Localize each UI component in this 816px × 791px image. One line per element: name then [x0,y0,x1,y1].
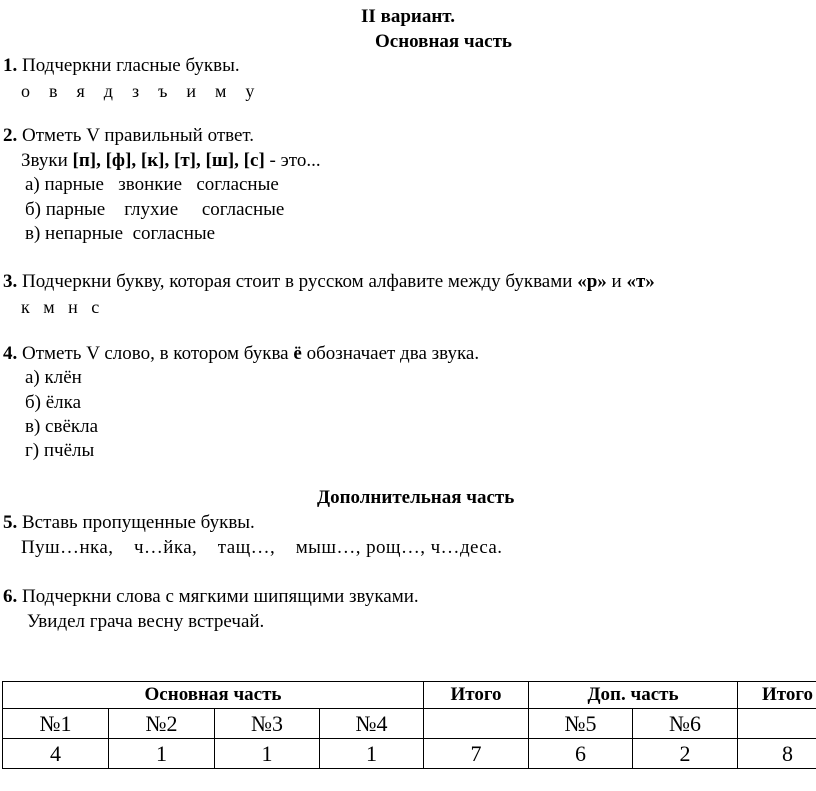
task-1-number: 1. [3,55,18,76]
task-3-letters[interactable]: к м н с [21,297,100,317]
task-2-number: 2. [3,125,18,146]
letter[interactable]: з [131,81,140,101]
task-2-option-b[interactable]: б) парные глухие согласные [25,199,285,220]
letter[interactable]: и [186,81,197,101]
letter[interactable]: д [103,81,113,101]
task-2-text: Отметь V правильный ответ. [17,125,255,146]
extra-part-title: Дополнительная часть [317,487,515,508]
letter[interactable]: м [215,81,227,101]
task-1-letters [21,80,273,102]
header-main-part: Основная часть [3,682,424,709]
table-cell: №3 [215,709,320,739]
letter[interactable]: ъ [158,81,168,101]
table-values-row [3,739,816,769]
letter[interactable]: у [245,81,255,101]
letter[interactable]: я [76,81,85,101]
task-3-heading: 3. Подчеркни букву, которая стоит в русском алфавите между буквами «р» и «т» [3,271,655,292]
task-6-number: 6. [3,586,18,607]
task-6-sentence[interactable]: Увидел грача весну встречай. [27,611,265,632]
table-cell: №5 [529,709,633,739]
task-4-option-b[interactable]: б) ёлка [25,392,82,413]
sounds-list: [п], [ф], [к], [т], [ш], [с] [72,150,265,171]
task-4-option-d[interactable]: г) пчёлы [25,440,95,461]
table-cell: 7 [424,739,529,769]
table-cell: 4 [3,739,109,769]
table-cell [424,709,529,739]
table-cell: 1 [215,739,320,769]
header-total-main: Итого [424,682,529,709]
table-cell: 1 [320,739,424,769]
task-1-text: Подчеркни гласные буквы. [17,55,240,76]
table-cell: 2 [633,739,738,769]
table-cell: 6 [529,739,633,769]
table-cell: №1 [3,709,109,739]
task-3-number: 3. [3,271,18,292]
table-cell: №2 [109,709,215,739]
header-extra-part: Доп. часть [529,682,738,709]
task-2-question: Звуки [п], [ф], [к], [т], [ш], [с] - это... [21,150,321,171]
table-cell: №6 [633,709,738,739]
variant-label: II вариант. [361,6,455,27]
task-4-option-a[interactable]: а) клён [25,367,82,388]
task-2-option-a[interactable]: а) парные звонкие согласные [25,174,279,195]
table-numbers-row [3,709,816,739]
variant-title [0,6,816,28]
table-cell: 1 [109,739,215,769]
header-total-extra: Итого [738,682,816,709]
task-5-words[interactable]: Пуш…нка, ч…йка, тащ…, мыш…, рощ…, ч…деса. [21,537,503,558]
task-6-heading: 6. Подчеркни слова с мягкими шипящими звуками. [3,586,419,607]
letter[interactable]: о [21,81,30,101]
main-part-title: Основная часть [375,31,512,52]
score-table [2,681,816,769]
letter[interactable]: в [49,81,58,101]
task-4-heading: 4. Отметь V слово, в котором буква ё обозначает два звука. [3,343,480,364]
task-5-heading: 5. Вставь пропущенные буквы. [3,512,255,533]
task-1-heading [3,55,240,77]
table-header-row [3,682,816,709]
table-cell [738,709,816,739]
table-cell: №4 [320,709,424,739]
task-2-heading [3,125,254,147]
task-4-option-c[interactable]: в) свёкла [25,416,99,437]
task-2-option-c[interactable]: в) непарные согласные [25,223,216,244]
task-4-number: 4. [3,343,18,364]
task-5-number: 5. [3,512,18,533]
table-cell: 8 [738,739,816,769]
